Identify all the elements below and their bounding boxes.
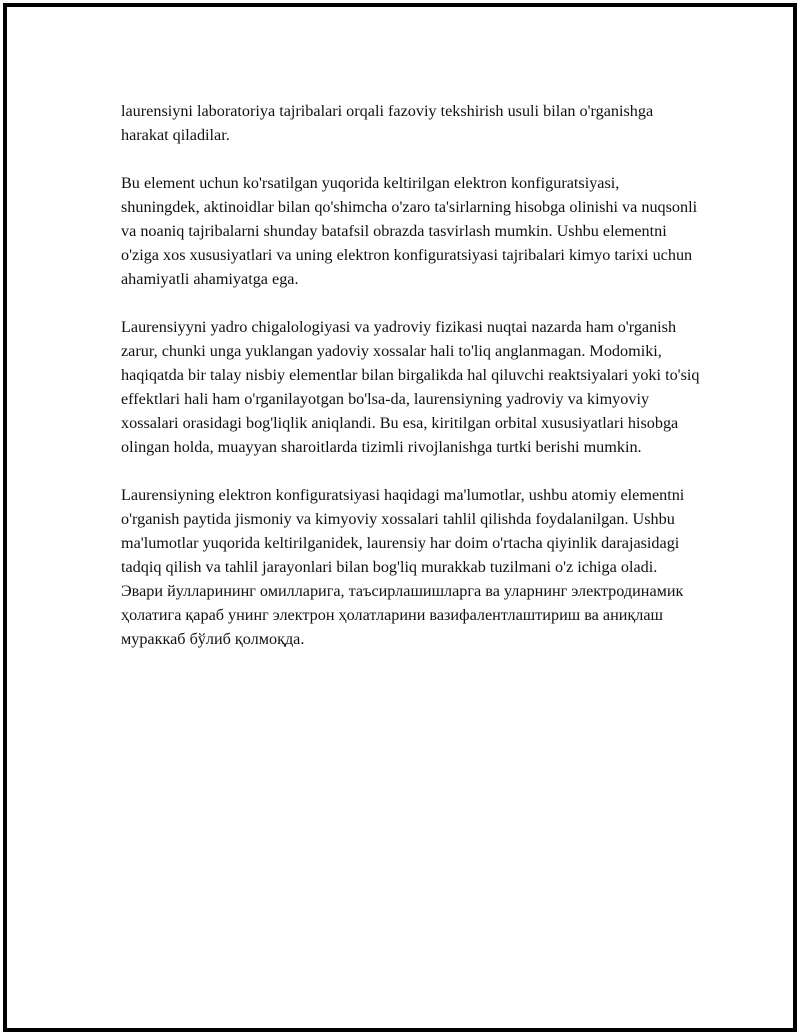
- document-body: [121, 99, 701, 675]
- paragraph-3: Laurensiyyni yadro chigalologiyasi va yadroviy fizikasi nuqtai nazarda ham o'rganish zarur, chunki unga yuklangan yadoviy xossalar hali to'liq anglanmagan. Modomiki, haqiqatda bir talay nisbiy elementlar bilan birgalikda hal qiluvchi reaktsiyalari yoki to'siq effektlari hali ham o'rganilayotgan bo'lsa-da, laurensiyning yadroviy va kimyoviy xossalari orasidagi bog'liqlik aniqlandi. Bu esa, kiritilgan orbital xususiyatlari hisobga olingan holda, muayyan sharoitlarda tizimli rivojlanishga turtki berishi mumkin.: [121, 318, 700, 456]
- paragraph-4: Laurensiyning elektron konfiguratsiyasi haqidagi ma'lumotlar, ushbu atomiy elementni o'rganish paytida jismoniy va kimyoviy xossalari tahlil qilishda foydalanilgan. Ushbu ma'lumotlar yuqorida keltirilganidek, laurensiy har doim o'rtacha qiyinlik darajasidagi tadqiq qilish va tahlil jarayonlari bilan bog'liq murakkab tuzilmani o'z ichiga oladi. Эвари йулларининг омилларига, таъсирлашишларга ва уларнинг электродинамик ҳолатига қараб унинг электрон ҳолатларини вазифалентлаштириш ва аниқлаш мураккаб бўлиб қолмоқда.: [121, 486, 685, 648]
- paragraph-1: laurensiyni laboratoriya tajribalari orqali fazoviy tekshirish usuli bilan o'rganishga harakat qiladilar.: [121, 102, 654, 144]
- page-frame: [3, 3, 797, 1032]
- paragraph-2: Bu element uchun ko'rsatilgan yuqorida keltirilgan elektron konfiguratsiyasi, shuningdek, aktinoidlar bilan qo'shimcha o'zaro ta'sirlarning hisobga olinishi va nuqsonli va noaniq tajribalarni shunday batafsil obrazda tasvirlash mumkin. Ushbu elementni o'ziga xos xususiyatlari va uning elektron konfiguratsiyasi tajribalari kimyo tarixi uchun ahamiyatli ahamiyatga ega.: [121, 174, 698, 288]
